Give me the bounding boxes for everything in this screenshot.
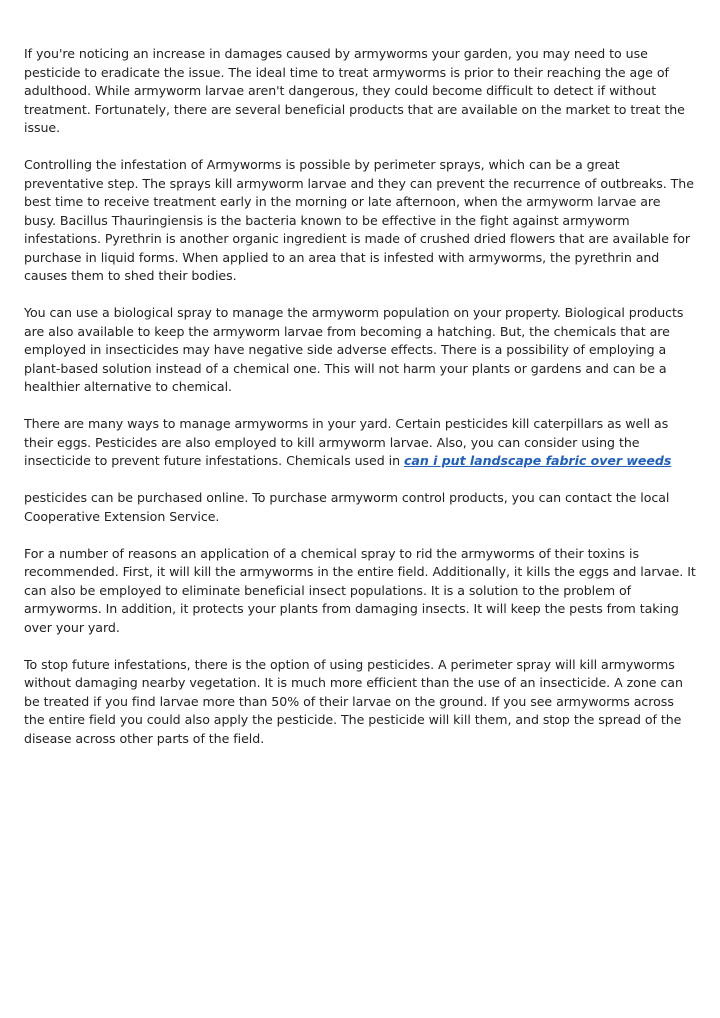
landscape-fabric-link[interactable]: can i put landscape fabric over weeds	[403, 453, 672, 468]
paragraph-manage-armyworms	[24, 415, 696, 471]
article-body	[24, 45, 696, 767]
paragraph-manage-armyworms-text: There are many ways to manage armyworms in your yard. Certain pesticides kill caterpillars as well as their eggs. Pesticides are also employed to kill armyworm larvae. Also, you can consider using the insecticide to prevent future infestations. Chemicals used in	[24, 416, 669, 468]
paragraph-intro: If you're noticing an increase in damages caused by armyworms your garden, you may need to use pesticide to eradicate the issue. The ideal time to treat armyworms is prior to their reaching the age of adulthood. While armyworm larvae aren't dangerous, they could become difficult to detect if without treatment. Fortunately, there are several beneficial products that are available on the market to treat the issue.	[24, 46, 685, 135]
paragraph-perimeter-sprays: Controlling the infestation of Armyworms is possible by perimeter sprays, which can be a great preventative step. The sprays kill armyworm larvae and they can prevent the recurrence of outbreaks. The best time to receive treatment early in the morning or late afternoon, when the armyworm larvae are busy. Bacillus Thauringiensis is the bacteria known to be effective in the fight against armyworm infestations. Pyrethrin is another organic ingredient is made of crushed dried flowers that are available for purchase in liquid forms. When applied to an area that is infested with armyworms, the pyrethrin and causes them to shed their bodies.	[24, 157, 694, 283]
paragraph-biological-spray: You can use a biological spray to manage the armyworm population on your property. Biological products are also available to keep the armyworm larvae from becoming a hatching. But, the chemicals that are employed in insecticides may have negative side adverse effects. There is a possibility of employing a plant-based solution instead of a chemical one. This will not harm your plants or gardens and can be a healthier alternative to chemical.	[24, 305, 684, 394]
paragraph-chemical-spray: For a number of reasons an application of a chemical spray to rid the armyworms of their toxins is recommended. First, it will kill the armyworms in the entire field. Additionally, it kills the eggs and larvae. It can also be employed to eliminate beneficial insect populations. It is a solution to the problem of armyworms. In addition, it protects your plants from damaging insects. It will keep the pests from taking over your yard.	[24, 545, 696, 635]
paragraph-future-infestations: To stop future infestations, there is the option of using pesticides. A perimeter spray will kill armyworms without damaging nearby vegetation. It is much more efficient than the use of an insecticide. A zone can be treated if you find larvae more than 50% of their larvae on the ground. If you see armyworms across the entire field you could also apply the pesticide. The pesticide will kill them, and stop the spread of the disease across other parts of the field.	[24, 656, 683, 746]
paragraph-purchase-online: pesticides can be purchased online. To purchase armyworm control products, you can contact the local Cooperative Extension Service.	[24, 490, 670, 524]
